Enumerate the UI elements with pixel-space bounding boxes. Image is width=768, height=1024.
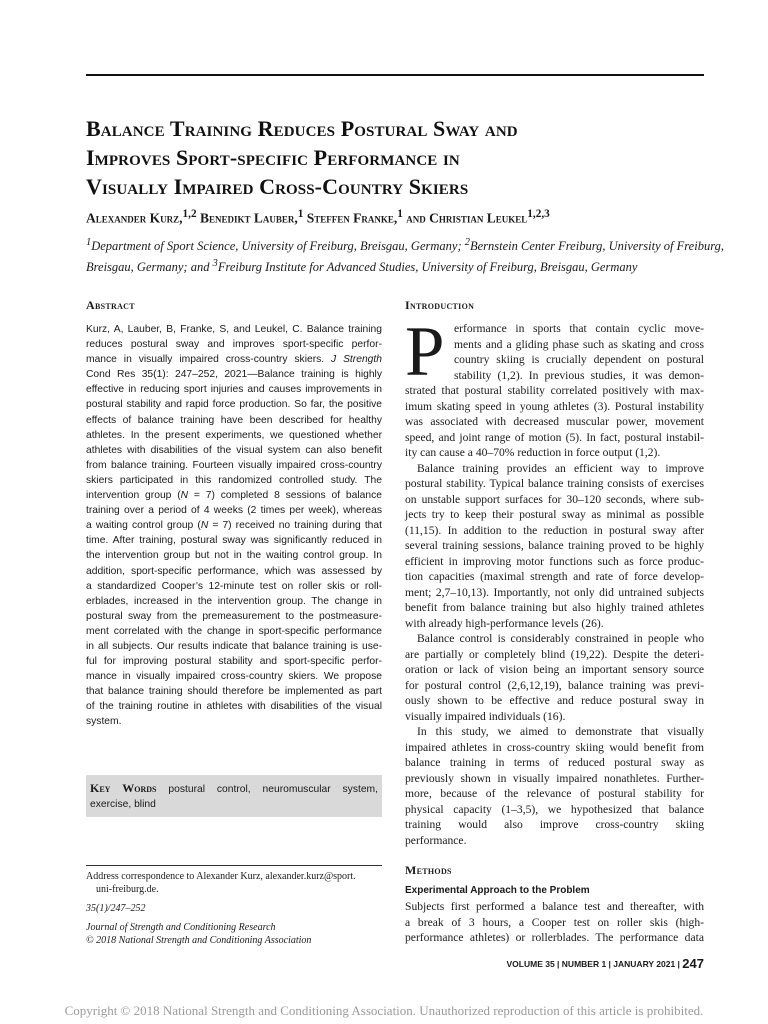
intro-line: ments and a gliding phase such as skating and cross bbox=[454, 337, 704, 351]
methods-line: a break of 3 hours, a Cooper test on roller skis (high- bbox=[405, 915, 704, 929]
title-line: Visually Impaired Cross-Country Skiers bbox=[86, 174, 469, 199]
intro-line: country skiing is crucially dependent on postural bbox=[454, 353, 704, 366]
abstract-line: Kurz, A, Lauber, B, Franke, S, and Leukel, C. Balance training bbox=[86, 324, 382, 335]
affiliation-line bbox=[86, 255, 704, 276]
abstract-line: in all subjects. Our results indicate that balance training is use- bbox=[86, 640, 382, 652]
methods-line: performance athletes) or rollerblades. The performance data bbox=[405, 931, 704, 944]
abstract-line bbox=[86, 518, 382, 533]
intro-line: ity can cause a 40–70% reduction in force output (1,2). bbox=[405, 446, 661, 459]
issue-info: VOLUME 35 | NUMBER 1 | JANUARY 2021 | bbox=[506, 959, 680, 969]
author-affil-sup: 1 bbox=[397, 208, 403, 220]
abstract-body bbox=[86, 322, 382, 730]
intro-line: performance. bbox=[405, 833, 467, 847]
methods-line: Subjects first performed a balance test and thereafter, with bbox=[405, 900, 704, 913]
intro-line: was associated with decreased muscular power, movement bbox=[405, 415, 704, 428]
abstract-line: reduces postural sway and improves sport-specific perfor- bbox=[86, 339, 382, 351]
methods-subheading: Experimental Approach to the Problem bbox=[405, 885, 590, 896]
introduction-heading: Introduction bbox=[405, 298, 475, 312]
key-words-title: Key Words bbox=[90, 781, 157, 795]
copyright-banner: Copyright © 2018 National Strength and Conditioning Association. Unauthorized reproduction of this article is prohibited. bbox=[64, 1003, 704, 1018]
affil-sup: 3 bbox=[212, 258, 218, 270]
abstract-line: that balance training should therefore be implemented as part bbox=[86, 686, 382, 698]
intro-line: benefit from balance training but also highly trained athletes bbox=[405, 601, 704, 614]
abstract-heading: Abstract bbox=[86, 298, 135, 312]
intro-line: training would also improve cross-country skiing bbox=[405, 818, 704, 831]
intro-line: impaired athletes in cross-country skiing would benefit from bbox=[405, 740, 704, 754]
correspondence-line: Address correspondence to Alexander Kurz, alexander.kurz@sport. bbox=[86, 871, 356, 882]
abstract-text: = 7) completed 8 sessions of balance bbox=[188, 490, 382, 502]
affil-text: Department of Sport Science, University of Freiburg, Breisgau, Germany; bbox=[91, 239, 465, 254]
intro-line: ously shown to be effective and reduce postural sway in bbox=[405, 694, 704, 707]
key-words-text: postural control, neuromuscular system, bbox=[168, 784, 378, 795]
intro-line: on unstable support surfaces for 30–120 seconds, where sub- bbox=[405, 492, 704, 506]
intro-line: (11,15). In addition to the reduction in postural sway after bbox=[405, 523, 704, 537]
intro-line: efficient in improving motor functions such as force produc- bbox=[405, 554, 704, 568]
abstract-line: ful for improving postural stability and sport-specific perfor- bbox=[86, 656, 382, 668]
intro-line: more, because of the relevance of postural stability for bbox=[405, 787, 704, 800]
journal-name: Journal of Strength and Conditioning Research bbox=[86, 922, 276, 933]
top-rule bbox=[86, 74, 704, 76]
intro-line: previously shown in visually impaired nonathletes. Further- bbox=[405, 771, 704, 785]
page-number: 247 bbox=[682, 956, 704, 971]
copyright-notice: © 2018 National Strength and Conditioning Association bbox=[86, 935, 312, 946]
author-list bbox=[86, 208, 704, 227]
intro-line: visually impaired individuals (16). bbox=[405, 709, 566, 723]
key-words-line bbox=[90, 781, 378, 797]
abstract-line bbox=[86, 352, 382, 367]
abstract-n: N bbox=[180, 490, 189, 502]
abstract-text: a waiting control group ( bbox=[86, 520, 201, 532]
citation-id: 35(1)/247–252 bbox=[86, 903, 146, 914]
abstract-line: erblades, increased in the intervention group. The change in bbox=[86, 595, 382, 607]
methods-body bbox=[405, 899, 704, 946]
page-footer bbox=[484, 956, 704, 971]
intro-line: imum skating speed in young athletes (3). Postural instability bbox=[405, 399, 704, 413]
intro-line: oration or lack of vision being an important sensory source bbox=[405, 663, 704, 676]
affiliation-line bbox=[86, 234, 724, 255]
abstract-line: athletes. In the present experiments, we questioned whether bbox=[86, 429, 382, 441]
abstract-line: ment correlated with the change in sport-specific performance bbox=[86, 625, 382, 637]
affil-text: Bernstein Center Freiburg, University of Freiburg, bbox=[469, 239, 724, 254]
affil-text: Breisgau, Germany; and bbox=[86, 260, 213, 275]
abstract-line: of the training routine in athletes with disabilities of the visual bbox=[86, 701, 382, 713]
abstract-n: N bbox=[200, 520, 209, 532]
abstract-line bbox=[86, 488, 382, 503]
abstract-line: the intervention group but not in the waiting control group. In bbox=[86, 550, 382, 562]
intro-line: strated that postural stability correlated positively with max- bbox=[405, 384, 704, 397]
author-name: Benedikt Lauber, bbox=[196, 210, 298, 226]
intro-line: speed, and joint range of motion (5). In fact, postural instabil- bbox=[405, 430, 704, 444]
abstract-line: Cond Res 35(1): 247–252, 2021—Balance training is highly bbox=[86, 369, 382, 381]
intro-line: for postural control (2,6,12,19), balance training was previ- bbox=[405, 678, 704, 692]
abstract-line: time. After training, postural sway was significantly reduced in bbox=[86, 535, 382, 547]
abstract-line: from balance training. Fourteen visually impaired cross-country bbox=[86, 459, 382, 471]
introduction-body bbox=[405, 313, 704, 848]
footnotes bbox=[86, 870, 382, 947]
intro-line: are partially or completely blind (19,22). Despite the deteri- bbox=[405, 647, 704, 661]
author-name: and Christian Leukel bbox=[402, 210, 528, 226]
abstract-text: mance in visually impaired cross-country skiers. bbox=[86, 354, 332, 366]
abstract-text: intervention group ( bbox=[86, 490, 181, 502]
abstract-line: postural sway from the premeasurement to the postmeasure- bbox=[86, 610, 382, 622]
abstract-line: skiers participated in this randomized controlled study. The bbox=[86, 474, 382, 486]
abstract-line: a standardized Cooper’s 12-minute test on roller skis or roll- bbox=[86, 580, 382, 592]
intro-line: several training sessions, balance training proved to be highly bbox=[405, 539, 704, 552]
abstract-line: postural stability and rapid force production. So far, the positive bbox=[86, 399, 382, 411]
intro-line: stability (1,2). In previous studies, it was demon- bbox=[454, 368, 704, 382]
intro-line: jects try to keep their postural sway as minimal as possible bbox=[405, 508, 704, 521]
affiliations bbox=[86, 234, 724, 276]
author-affil-sup: 1,2 bbox=[182, 208, 197, 220]
intro-line: postural stability. Typical balance training consists of exercises bbox=[405, 477, 704, 490]
intro-line: physical capacity (1–3,5), we hypothesized that balance bbox=[405, 802, 704, 816]
intro-line: balance training in terms of reduced postural sway as bbox=[405, 756, 704, 769]
journal-abbrev: J Strength bbox=[331, 354, 382, 366]
abstract-line: system. bbox=[86, 716, 122, 728]
key-words-box bbox=[86, 775, 382, 817]
intro-line: In this study, we aimed to demonstrate that visually bbox=[417, 725, 704, 738]
intro-line: Balance training provides an efficient way to improve bbox=[417, 461, 704, 475]
abstract-text: = 7) received no training during that bbox=[208, 520, 382, 532]
abstract-line: athletes with disabilities of the visual system can also benefit bbox=[86, 444, 382, 456]
author-name: Alexander Kurz, bbox=[86, 210, 183, 226]
affil-sup: 1 bbox=[86, 237, 92, 248]
intro-line: with already high-performance levels (26). bbox=[405, 616, 604, 630]
drop-cap: P bbox=[405, 313, 445, 391]
intro-line: tion capacities (maximal strength and rate of force develop- bbox=[405, 570, 704, 583]
intro-line: ment; 2,7–10,13). Importantly, not only did untrained subjects bbox=[405, 585, 704, 599]
affil-text: Freiburg Institute for Advanced Studies, University of Freiburg, Breisgau, Germany bbox=[217, 260, 638, 275]
abstract-line: addition, sport-specific performance, which was assessed by bbox=[86, 565, 382, 577]
key-words-line: exercise, blind bbox=[90, 799, 156, 810]
title-line: Balance Training Reduces Postural Sway and bbox=[86, 116, 518, 141]
affil-sup: 2 bbox=[464, 237, 470, 248]
abstract-line: effective in reducing sport injuries and causes improvements in bbox=[86, 384, 382, 396]
correspondence-line: uni-freiburg.de. bbox=[96, 884, 159, 895]
footnote-rule bbox=[86, 865, 382, 866]
article-title bbox=[86, 114, 704, 201]
title-line: Improves Sport-specific Performance in bbox=[86, 145, 460, 170]
intro-line: erformance in sports that contain cyclic move- bbox=[454, 322, 704, 335]
abstract-line: mance in visually impaired cross-country skiers. We propose bbox=[86, 671, 382, 683]
author-name: Steffen Franke, bbox=[303, 210, 398, 226]
author-affil-sup: 1,2,3 bbox=[527, 208, 550, 220]
abstract-line: effects of balance training have been described for healthy bbox=[86, 414, 382, 426]
author-affil-sup: 1 bbox=[297, 208, 304, 220]
intro-line: Balance control is considerably constrained in people who bbox=[417, 632, 704, 645]
methods-heading: Methods bbox=[405, 863, 452, 877]
abstract-line: training over a period of 4 weeks (2 times per week), whereas bbox=[86, 505, 382, 517]
